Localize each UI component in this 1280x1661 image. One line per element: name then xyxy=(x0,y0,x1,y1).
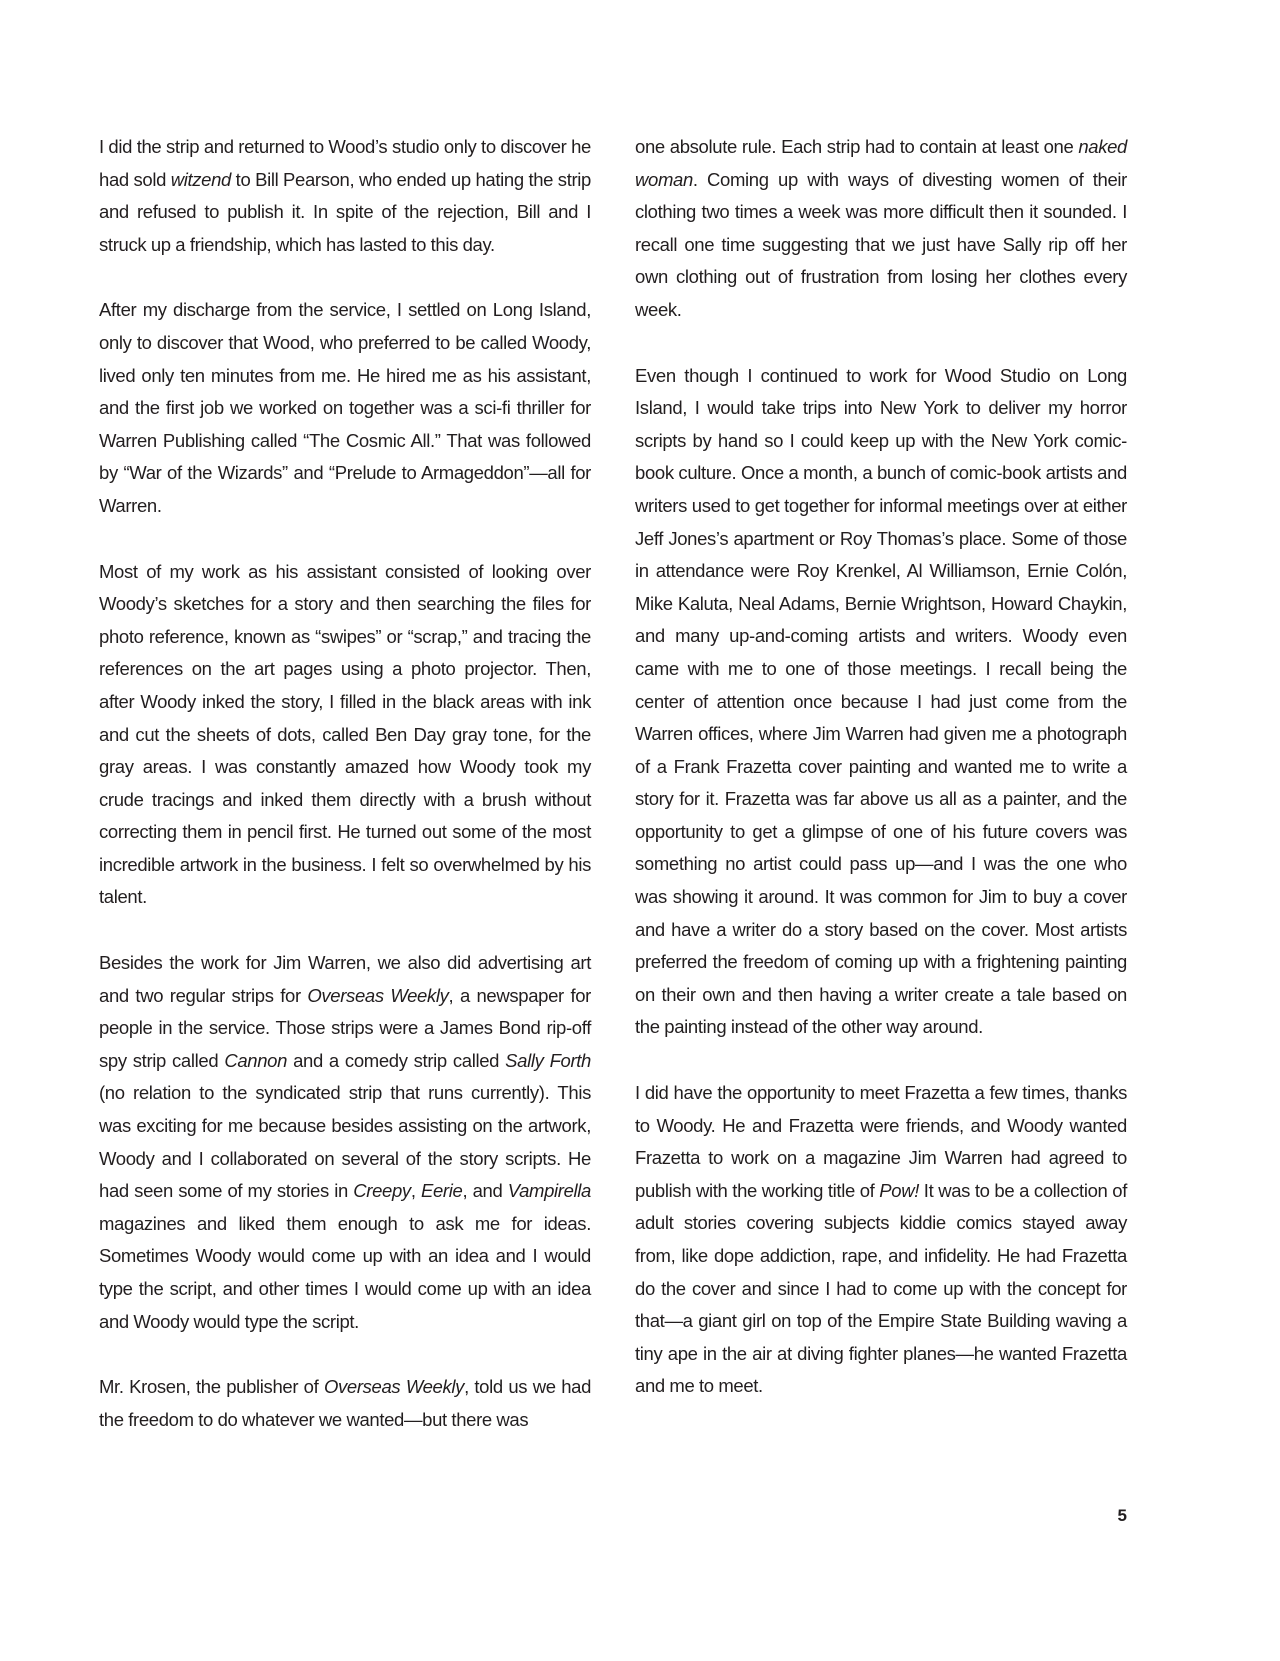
right-column xyxy=(635,131,1127,1436)
text-columns xyxy=(99,131,1127,1436)
page-number: 5 xyxy=(1117,1506,1127,1525)
italic-title-text: witzend xyxy=(170,168,231,190)
paragraph: Most of my work as his assistant consisted of looking over Woody’s sketches for a story and then searching the files for photo reference, known as “swipes” or “scrap,” and tracing the references on the art pages using a photo projector. Then, after Woody inked the story, I filled in the black areas with ink and cut the sheets of dots, called Ben Day gray tone, for the gray areas. I was constantly amazed how Woody took my crude tracings and inked them directly with a brush without correcting them in pencil first. He turned out some of the most incredible artwork in the business. I felt so overwhelmed by his talent. xyxy=(99,560,591,908)
italic-title-text: Vampirella xyxy=(507,1180,591,1202)
italic-title-text: naked woman xyxy=(635,136,1127,190)
left-column xyxy=(99,131,591,1436)
paragraph: Even though I continued to work for Wood Studio on Long Island, I would take trips into New York to deliver my horror scripts by hand so I could keep up with the New York comic-book culture. Once a month, a bunch of comic-book artists and writers used to get together for informal meetings over at either Jeff Jones’s apartment or Roy Thomas’s place. Some of those in attendance were Roy Krenkel, Al Williamson, Ernie Colón, Mike Kaluta, Neal Adams, Bernie Wrightson, Howard Chaykin, and many up-and-coming artists and writers. Woody even came with me to one of those meetings. I recall being the center of attention once because I had just come from the Warren offices, where Jim Warren had given me a photograph of a Frank Frazetta cover painting and wanted me to write a story for it. Frazetta was far above us all as a painter, and the opportunity to get a glimpse of one of his future covers was something no artist could pass up—and I was the one who was showing it around. It was common for Jim to buy a cover and have a writer do a story based on the cover. Most artists preferred the freedom of coming up with a frightening painting on their own and then having a writer create a tale based on the painting instead of the other way around. xyxy=(635,364,1127,1038)
paragraph: I did have the opportunity to meet Frazetta a few times, thanks to Woody. He and Frazetta were friends, and Woody wanted Frazetta to work on a magazine Jim Warren had agreed to publish with the working title of Pow! It was to be a collection of adult stories covering subjects kiddie comics stayed away from, like dope addiction, rape, and infidelity. He had Frazetta do the cover and since I had to come up with the concept for that—a giant girl on top of the Empire State Building waving a tiny ape in the air at diving fighter planes—he wanted Frazetta and me to meet. xyxy=(635,1082,1127,1397)
italic-title-text: Pow! xyxy=(879,1179,919,1201)
paragraph: Mr. Krosen, the publisher of Overseas Weekly, told us we had the freedom to do whatever we wanted—but there was xyxy=(99,1376,592,1430)
paragraph: After my discharge from the service, I settled on Long Island, only to discover that Wood, who preferred to be called Woody, lived only ten minutes from me. He hired me as his assistant, and the first job we worked on together was a sci-fi thriller for Warren Publishing called “The Cosmic All.” That was followed by “War of the Wizards” and “Prelude to Armageddon”—all for Warren. xyxy=(99,299,591,516)
italic-title-text: Creepy xyxy=(353,1180,411,1202)
italic-title-text: Overseas Weekly xyxy=(307,984,449,1006)
italic-title-text: Overseas Weekly xyxy=(323,1376,465,1398)
paragraph: one absolute rule. Each strip had to contain at least one naked woman. Coming up with ways of divesting women of their clothing two times a week was more difficult then it sounded. I recall one time suggesting that we just have Sally rip off her own clothing out of frustration from losing her clothes every week. xyxy=(635,136,1127,320)
italic-title-text: Sally Forth xyxy=(505,1049,591,1071)
paragraph: I did the strip and returned to Wood’s studio only to discover he had sold witzend to Bill Pearson, who ended up hating the strip and refused to publish it. In spite of the rejection, Bill and I struck up a friendship, which has lasted to this day. xyxy=(99,136,591,255)
italic-title-text: Cannon xyxy=(224,1049,288,1071)
italic-title-text: Eerie xyxy=(421,1180,463,1202)
paragraph: Besides the work for Jim Warren, we also did advertising art and two regular strips for Overseas Weekly, a newspaper for people in the service. Those strips were a James Bond rip-off spy strip called Cannon and a comedy strip called Sally Forth (no relation to the syndicated strip that runs currently). This was exciting for me because besides assisting on the artwork, Woody and I collaborated on several of the story scripts. He had seen some of my stories in Creepy, Eerie, and Vampirella magazines and liked them enough to ask me for ideas. Sometimes Woody would come up with an idea and I would type the script, and other times I would come up with an idea and Woody would type the script. xyxy=(99,952,591,1332)
